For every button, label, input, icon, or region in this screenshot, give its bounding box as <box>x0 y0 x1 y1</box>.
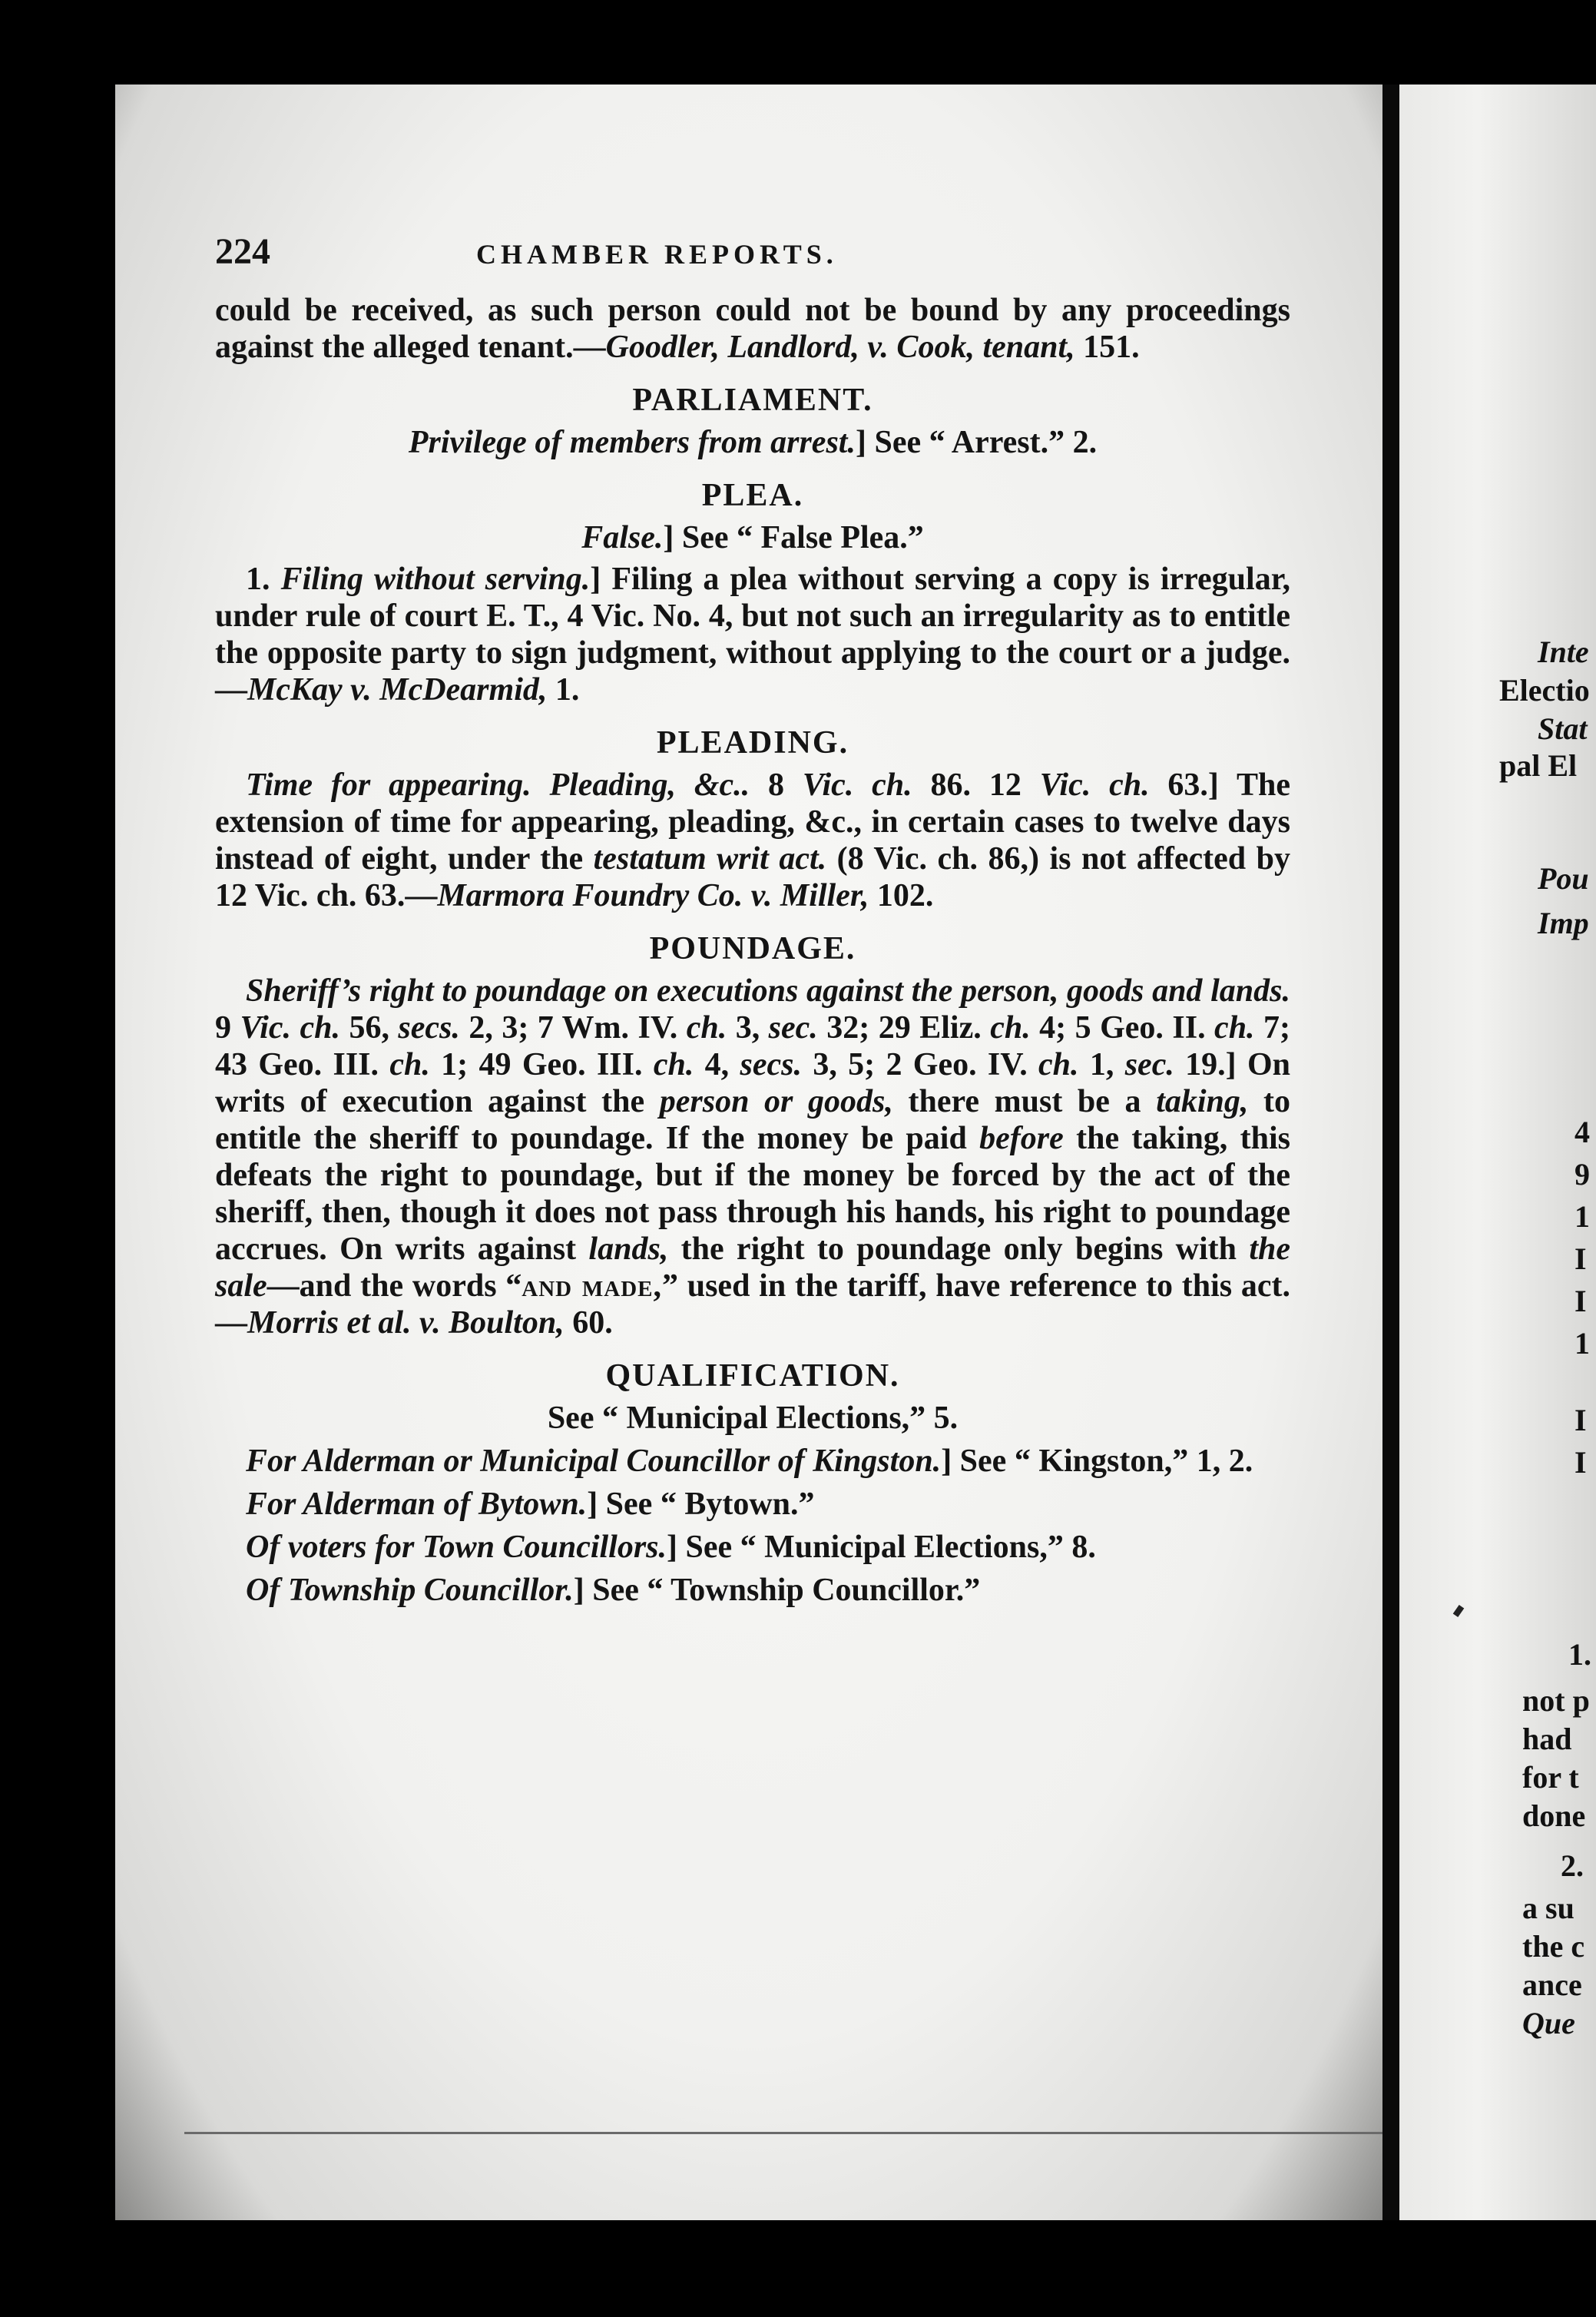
facing-page <box>1399 85 1596 2220</box>
facing-fragment: I <box>1574 1403 1587 1437</box>
facing-fragment: 2. <box>1561 1848 1584 1883</box>
case-citation: Marmora Foundry Co. v. Miller, <box>437 878 869 913</box>
facing-fragment: 9 <box>1574 1157 1590 1192</box>
case-citation: Goodler, Landlord, v. Cook, tenant, <box>605 330 1075 365</box>
facing-fragment: a su <box>1522 1891 1574 1925</box>
facing-fragment: the c <box>1522 1929 1585 1964</box>
facing-fragment: 1. <box>1568 1637 1591 1672</box>
facing-fragment: I <box>1574 1284 1587 1318</box>
facing-fragment: Pou <box>1538 861 1589 896</box>
facing-fragment: pal El <box>1499 748 1578 783</box>
parliament-cross-reference: Privilege of members from arrest.] See “ Arrest.” 2. <box>408 425 1098 460</box>
plea-paragraph-1: 1. Filing without serving.] Filing a plea without serving a copy is irregular, under rule of court E. T., 4 Vic. No. 4, but not such an irregularity as to entitle the opposite party to sign judgment, without applying to the court or a judge. —McKay v. McDearmid, 1. <box>215 562 1290 708</box>
qualification-cross-reference-4: Of Township Councillor.] See “ Township Councillor.” <box>246 1573 981 1608</box>
facing-fragment: Imp <box>1538 906 1589 940</box>
qualification-cross-reference-1: For Alderman or Municipal Councillor of Kingston.] See “ Kingston,” 1, 2. <box>246 1444 1253 1479</box>
facing-fragment: I <box>1574 1241 1587 1276</box>
facing-fragment: ance <box>1522 1967 1582 2002</box>
facing-fragment: for t <box>1522 1760 1579 1795</box>
bottom-rule <box>184 2132 1382 2134</box>
case-citation: McKay v. McDearmid, <box>247 672 548 708</box>
section-heading-pleading: PLEADING. <box>656 725 849 761</box>
facing-fragment: had <box>1522 1722 1572 1756</box>
continued-paragraph: could be received, as such person could not be bound by any proceedings against the alleged tenant.—Goodler, Landlord, v. Cook, tenant, 151. <box>215 293 1290 365</box>
facing-fragment: I <box>1574 1445 1587 1480</box>
pleading-paragraph: Time for appearing. Pleading, &c.. 8 Vic. ch. 86. 12 Vic. ch. 63.] The extension of time for appearing, pleading, &c., in certain cases to twelve days instead of eight, under the testatum writ act. (8 Vic. ch. 86,) is not affected by 12 Vic. ch. 63.—Marmora Foundry Co. v. Miller, 102. <box>215 767 1291 913</box>
facing-fragment: 4 <box>1574 1115 1590 1149</box>
running-title: CHAMBER REPORTS. <box>476 239 838 270</box>
page-number: 224 <box>215 231 270 272</box>
facing-fragment: 1 <box>1574 1199 1590 1234</box>
page-content <box>215 230 1290 1612</box>
facing-fragment: 1 <box>1574 1326 1590 1361</box>
section-heading-parliament: PARLIAMENT. <box>632 383 873 418</box>
facing-fragment: done <box>1522 1798 1586 1833</box>
plea-cross-reference: False.] See “ False Plea.” <box>581 520 924 555</box>
poundage-paragraph: Sheriff’s right to poundage on executions against the person, goods and lands. 9 Vic. ch. 56, secs. 2, 3; 7 Wm. IV. ch. 3, sec. 32; 29 Eliz. ch. 4; 5 Geo. II. ch. 7; 43 Geo. III. ch. 1; 49 Geo. III. ch. 4, secs. 3, 5; 2 Geo. IV. ch. 1, sec. 19.] On writs of execution against the person or goods, there must be a taking, to entitle the sheriff to poundage. If the money be paid before the taking, this defeats the right to poundage, but if the money be forced by the act of the sheriff, then, though it does not pass through his hands, his right to poundage accrues. On writs against lands, the right to poundage only begins with the sale—and the words “and made,” used in the tariff, have reference to this act. —Morris et al. v. Boulton, 60. <box>215 973 1291 1341</box>
page-gutter <box>1382 85 1399 2220</box>
section-heading-poundage: POUNDAGE. <box>649 931 856 966</box>
facing-fragment: not p <box>1522 1683 1590 1718</box>
qualification-see-reference: See “ Municipal Elections,” 5. <box>547 1400 959 1436</box>
qualification-cross-reference-2: For Alderman of Bytown.] See “ Bytown.” <box>246 1487 815 1522</box>
section-heading-plea: PLEA. <box>701 478 804 513</box>
facing-fragment: Stat <box>1538 711 1588 746</box>
section-heading-qualification: QUALIFICATION. <box>605 1358 900 1394</box>
case-citation: Morris et al. v. Boulton, <box>247 1305 565 1341</box>
facing-fragment: Inte <box>1538 635 1589 669</box>
running-head <box>215 230 1290 284</box>
facing-fragment: Que <box>1522 2006 1575 2040</box>
qualification-cross-reference-3: Of voters for Town Councillors.] See “ Municipal Elections,” 8. <box>246 1530 1096 1565</box>
facing-fragment: Electio <box>1499 673 1590 708</box>
